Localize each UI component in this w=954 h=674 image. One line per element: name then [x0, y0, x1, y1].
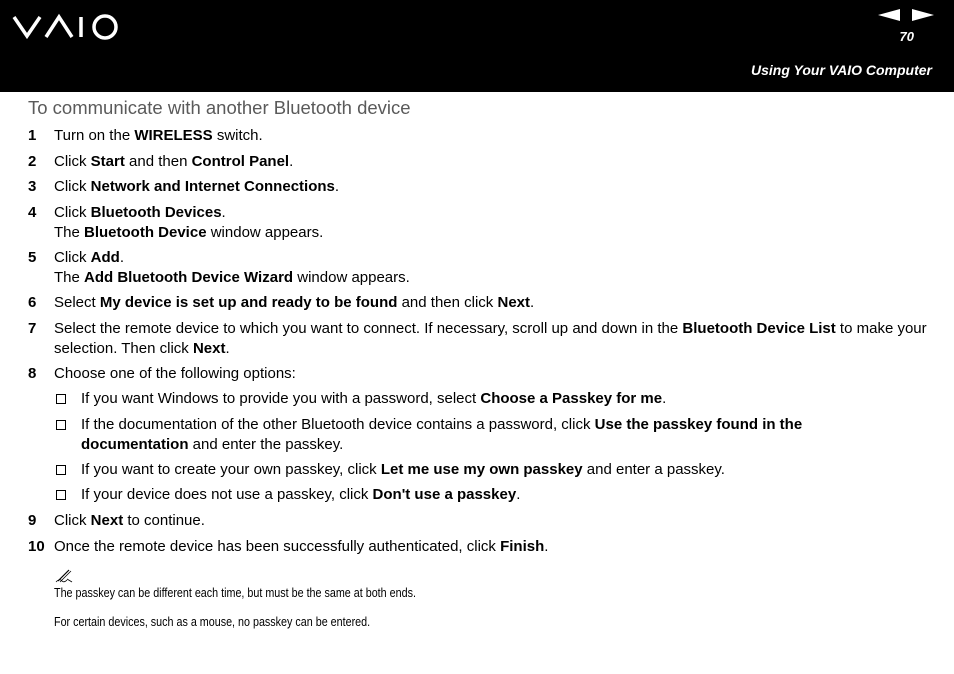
note-text: The passkey can be different each time, but must be the same at both ends. — [54, 586, 416, 600]
checkbox-bullet-icon — [56, 420, 66, 430]
step-number: 8 — [28, 365, 37, 382]
step-text: Select My device is set up and ready to be found and then click Next. — [54, 294, 535, 311]
step-number: 7 — [28, 320, 37, 337]
step-text: Click Bluetooth Devices. The Bluetooth Device window appears. — [54, 204, 324, 241]
right-arrow-icon[interactable] — [912, 8, 934, 22]
step-number: 2 — [28, 153, 37, 170]
page-heading: To communicate with another Bluetooth device — [28, 97, 411, 118]
vaio-logo — [12, 10, 122, 42]
step-text: Click Add. The Add Bluetooth Device Wizard window appears. — [54, 249, 410, 286]
pencil-note-icon — [55, 569, 73, 583]
step-text: Select the remote device to which you want to connect. If necessary, scroll up and down in the Bluetooth Device List to make your selection. Then click Next. — [54, 320, 927, 357]
step-number: 9 — [28, 512, 37, 529]
checkbox-bullet-icon — [56, 490, 66, 500]
checkbox-bullet-icon — [56, 465, 66, 475]
step-number: 10 — [28, 538, 45, 555]
option-text: If you want to create your own passkey, click Let me use my own passkey and enter a passkey. — [81, 461, 725, 478]
step-text: Click Next to continue. — [54, 512, 205, 529]
section-title: Using Your VAIO Computer — [751, 62, 932, 78]
step-number: 5 — [28, 249, 37, 266]
step-number: 1 — [28, 127, 37, 144]
step-text: Click Start and then Control Panel. — [54, 153, 294, 170]
note-text: For certain devices, such as a mouse, no passkey can be entered. — [54, 615, 371, 629]
page-header — [0, 0, 954, 92]
checkbox-bullet-icon — [56, 394, 66, 404]
step-text: Click Network and Internet Connections. — [54, 178, 340, 195]
step-text: Turn on the WIRELESS switch. — [54, 127, 263, 144]
step-number: 3 — [28, 178, 37, 195]
step-text: Choose one of the following options: — [54, 365, 296, 382]
left-arrow-icon[interactable] — [878, 8, 900, 22]
step-text: Once the remote device has been successfully authenticated, click Finish. — [54, 538, 549, 555]
step-number: 4 — [28, 204, 37, 221]
option-text: If you want Windows to provide you with a password, select Choose a Passkey for me. — [81, 390, 667, 407]
option-text: If the documentation of the other Bluetooth device contains a password, click Use the passkey found in the documentation and enter the passkey. — [81, 416, 803, 453]
page-number: 70 — [899, 29, 914, 44]
option-text: If your device does not use a passkey, click Don't use a passkey. — [81, 486, 521, 503]
step-number: 6 — [28, 294, 37, 311]
